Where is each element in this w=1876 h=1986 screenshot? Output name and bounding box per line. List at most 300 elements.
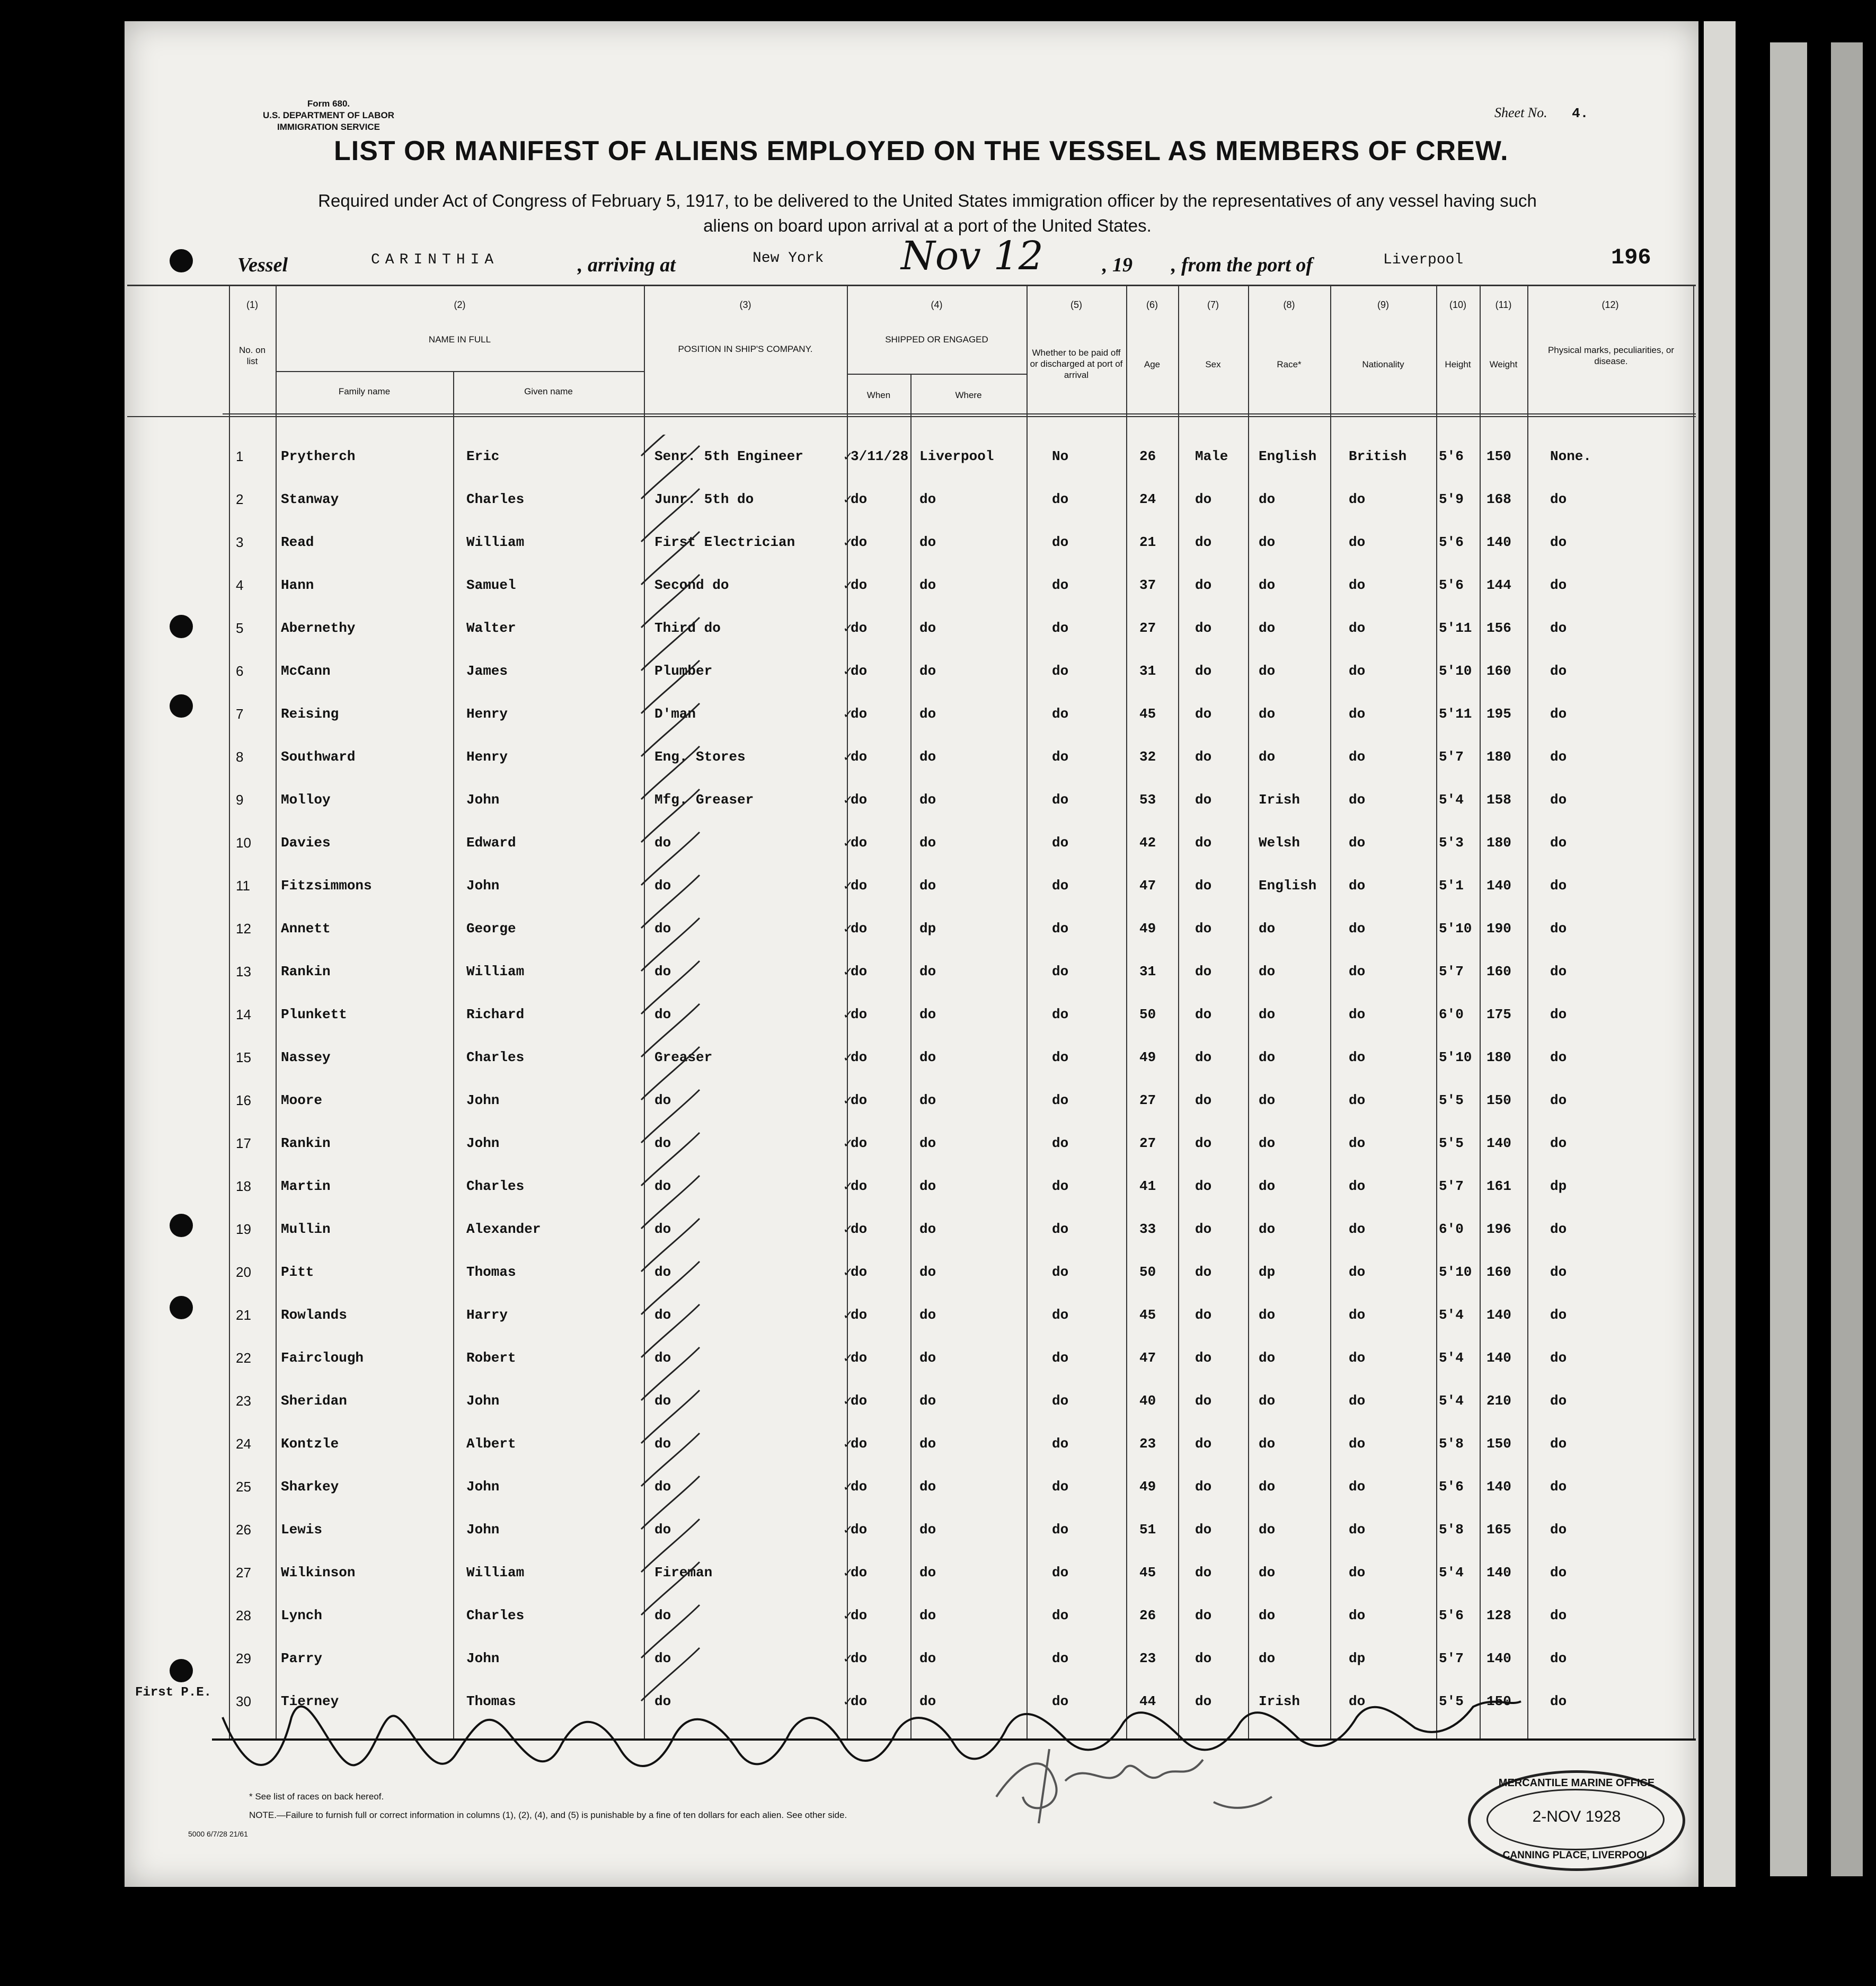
shipped-where-cell: do bbox=[919, 1135, 936, 1151]
pencil-tick-mark bbox=[641, 875, 700, 928]
nationality-cell: do bbox=[1349, 1479, 1366, 1495]
weight-cell: 140 bbox=[1486, 1565, 1511, 1581]
physical-marks-cell: do bbox=[1550, 749, 1567, 765]
position-cell: Plumber bbox=[654, 663, 713, 679]
table-row bbox=[0, 1079, 1876, 1121]
paid-off-cell: do bbox=[1052, 1264, 1069, 1280]
check-mark-icon: ✓ bbox=[844, 707, 852, 722]
position-cell: First Electrician bbox=[654, 534, 795, 550]
paid-off-cell: do bbox=[1052, 663, 1069, 679]
row-number-cell: 15 bbox=[236, 1049, 251, 1065]
age-cell: 31 bbox=[1139, 964, 1156, 979]
age-cell: 26 bbox=[1139, 448, 1156, 464]
shipped-where-cell: do bbox=[919, 1264, 936, 1280]
height-cell: 5'4 bbox=[1439, 1307, 1464, 1323]
pencil-tick-mark bbox=[641, 961, 700, 1014]
shipped-when-cell: do bbox=[851, 964, 868, 979]
race-cell: do bbox=[1259, 1135, 1276, 1151]
sex-cell: do bbox=[1195, 1565, 1212, 1581]
shipped-when-cell: do bbox=[851, 1350, 868, 1366]
col1-number: (1) bbox=[246, 299, 258, 310]
shipped-where-cell: do bbox=[919, 964, 936, 979]
nationality-cell: do bbox=[1349, 1608, 1366, 1623]
paid-off-cell: do bbox=[1052, 749, 1069, 765]
position-cell: Junr. 5th do bbox=[654, 491, 754, 507]
weight-cell: 156 bbox=[1486, 620, 1511, 636]
family-name-cell: Nassey bbox=[281, 1049, 331, 1065]
height-cell: 5'10 bbox=[1439, 1264, 1472, 1280]
given-name-cell: George bbox=[466, 921, 516, 937]
check-mark-icon: ✓ bbox=[844, 1436, 852, 1452]
margin-note: First P.E. bbox=[135, 1685, 212, 1700]
nationality-cell: do bbox=[1349, 1693, 1366, 1709]
from-port: Liverpool bbox=[1383, 252, 1464, 268]
age-cell: 44 bbox=[1139, 1693, 1156, 1709]
shipped-where-cell: do bbox=[919, 1221, 936, 1237]
physical-marks-cell: do bbox=[1550, 577, 1567, 593]
table-row bbox=[0, 778, 1876, 820]
row-number-cell: 11 bbox=[236, 878, 250, 894]
sex-cell: do bbox=[1195, 577, 1212, 593]
shipped-when-cell: do bbox=[851, 1307, 868, 1323]
check-mark-icon: ✓ bbox=[844, 578, 852, 594]
table-row bbox=[0, 821, 1876, 863]
pencil-tick-mark bbox=[641, 1476, 700, 1529]
table-row bbox=[0, 649, 1876, 692]
check-mark-icon: ✓ bbox=[844, 1608, 852, 1624]
physical-marks-cell: do bbox=[1550, 706, 1567, 722]
shipped-when-cell: do bbox=[851, 835, 868, 851]
given-name-cell: Charles bbox=[466, 491, 525, 507]
row-number-cell: 3 bbox=[236, 534, 244, 550]
weight-cell: 210 bbox=[1486, 1393, 1511, 1409]
check-mark-icon: ✓ bbox=[844, 1393, 852, 1409]
paid-off-cell: do bbox=[1052, 1092, 1069, 1108]
col2-heading: NAME IN FULL bbox=[428, 334, 491, 345]
shipped-when-cell: do bbox=[851, 1522, 868, 1538]
race-cell: Welsh bbox=[1259, 835, 1300, 851]
shipped-when-cell: do bbox=[851, 491, 868, 507]
physical-marks-cell: do bbox=[1550, 1565, 1567, 1581]
height-cell: 5'4 bbox=[1439, 1393, 1464, 1409]
paid-off-cell: do bbox=[1052, 1608, 1069, 1623]
height-cell: 5'7 bbox=[1439, 749, 1464, 765]
arrival-date-handwritten: Nov 12 bbox=[901, 233, 1043, 279]
position-cell: do bbox=[654, 878, 671, 894]
nationality-cell: do bbox=[1349, 620, 1366, 636]
given-name-cell: Eric bbox=[466, 448, 500, 464]
height-cell: 5'10 bbox=[1439, 663, 1472, 679]
pencil-tick-mark bbox=[641, 789, 700, 842]
table-row bbox=[0, 735, 1876, 778]
row-number-cell: 21 bbox=[236, 1307, 251, 1323]
weight-cell: 140 bbox=[1486, 1350, 1511, 1366]
mercantile-marine-office-stamp bbox=[1468, 1770, 1685, 1871]
row-number-cell: 27 bbox=[236, 1565, 251, 1581]
position-cell: do bbox=[654, 1092, 671, 1108]
weight-cell: 160 bbox=[1486, 1264, 1511, 1280]
shipped-when-cell: do bbox=[851, 878, 868, 894]
given-name-cell: Harry bbox=[466, 1307, 508, 1323]
shipped-when-cell: do bbox=[851, 1007, 868, 1022]
age-cell: 45 bbox=[1139, 1307, 1156, 1323]
table-row bbox=[0, 1422, 1876, 1464]
weight-cell: 150 bbox=[1486, 448, 1511, 464]
given-name-cell: James bbox=[466, 663, 508, 679]
physical-marks-cell: do bbox=[1550, 878, 1567, 894]
sex-cell: do bbox=[1195, 706, 1212, 722]
pencil-tick-mark bbox=[641, 446, 700, 499]
shipped-where-cell: do bbox=[919, 620, 936, 636]
col12-heading: Physical marks, peculiarities, or disease. bbox=[1547, 345, 1675, 366]
age-cell: 32 bbox=[1139, 749, 1156, 765]
pencil-tick-mark bbox=[641, 1219, 700, 1272]
height-cell: 5'7 bbox=[1439, 1178, 1464, 1194]
nationality-cell: do bbox=[1349, 964, 1366, 979]
paid-off-cell: do bbox=[1052, 534, 1069, 550]
nationality-cell: do bbox=[1349, 577, 1366, 593]
given-name-cell: Robert bbox=[466, 1350, 516, 1366]
pencil-tick-mark bbox=[641, 532, 700, 585]
family-name-cell: Read bbox=[281, 534, 314, 550]
weight-cell: 190 bbox=[1486, 921, 1511, 937]
nationality-cell: do bbox=[1349, 1436, 1366, 1452]
physical-marks-cell: do bbox=[1550, 1608, 1567, 1623]
shipped-where-cell: Liverpool bbox=[919, 448, 994, 464]
given-name-cell: John bbox=[466, 1135, 500, 1151]
family-name-cell: Abernethy bbox=[281, 620, 356, 636]
pencil-tick-mark bbox=[641, 918, 700, 971]
position-cell: Fireman bbox=[654, 1565, 713, 1581]
height-cell: 5'4 bbox=[1439, 1565, 1464, 1581]
paid-off-cell: do bbox=[1052, 1135, 1069, 1151]
nationality-cell: do bbox=[1349, 706, 1366, 722]
paid-off-cell: do bbox=[1052, 878, 1069, 894]
age-cell: 23 bbox=[1139, 1436, 1156, 1452]
physical-marks-cell: do bbox=[1550, 663, 1567, 679]
table-row bbox=[0, 563, 1876, 606]
col6-heading: Age bbox=[1144, 359, 1161, 369]
height-cell: 5'10 bbox=[1439, 1049, 1472, 1065]
weight-cell: 160 bbox=[1486, 964, 1511, 979]
height-cell: 6'0 bbox=[1439, 1221, 1464, 1237]
paid-off-cell: do bbox=[1052, 921, 1069, 937]
shipped-where-cell: do bbox=[919, 792, 936, 808]
shipped-where-cell: do bbox=[919, 1178, 936, 1194]
table-row bbox=[0, 907, 1876, 949]
binding-hole bbox=[170, 249, 193, 272]
sex-cell: do bbox=[1195, 792, 1212, 808]
sex-cell: do bbox=[1195, 1393, 1212, 1409]
col4a-heading: When bbox=[866, 390, 891, 400]
col3-number: (3) bbox=[739, 299, 751, 310]
subtitle-line-1: Required under Act of Congress of February 5, 1917, to be delivered to the United States immigration officer by the representatives of any vessel having such bbox=[318, 191, 1537, 210]
shipped-where-cell: do bbox=[919, 1007, 936, 1022]
race-cell: do bbox=[1259, 577, 1276, 593]
family-name-cell: Southward bbox=[281, 749, 356, 765]
weight-cell: 140 bbox=[1486, 1307, 1511, 1323]
physical-marks-cell: do bbox=[1550, 1007, 1567, 1022]
row-number-cell: 6 bbox=[236, 663, 244, 679]
col4b-heading: Where bbox=[955, 390, 982, 400]
position-cell: do bbox=[654, 1650, 671, 1666]
pencil-tick-mark bbox=[641, 1004, 700, 1057]
row-number-cell: 26 bbox=[236, 1522, 251, 1538]
weight-cell: 165 bbox=[1486, 1522, 1511, 1538]
family-name-cell: Lewis bbox=[281, 1522, 323, 1538]
paid-off-cell: do bbox=[1052, 1007, 1069, 1022]
vessel-label: Vessel bbox=[237, 254, 288, 276]
arriving-label: , arriving at bbox=[578, 254, 676, 276]
race-cell: Irish bbox=[1259, 792, 1300, 808]
shipped-when-cell: do bbox=[851, 1178, 868, 1194]
weight-cell: 150 bbox=[1486, 1693, 1511, 1709]
sex-cell: do bbox=[1195, 1307, 1212, 1323]
table-row bbox=[0, 520, 1876, 563]
table-row bbox=[0, 1594, 1876, 1636]
sex-cell: do bbox=[1195, 1135, 1212, 1151]
family-name-cell: Martin bbox=[281, 1178, 331, 1194]
check-mark-icon: ✓ bbox=[844, 1050, 852, 1066]
race-cell: do bbox=[1259, 1608, 1276, 1623]
shipped-when-cell: do bbox=[851, 1221, 868, 1237]
paid-off-cell: No bbox=[1052, 448, 1069, 464]
weight-cell: 180 bbox=[1486, 1049, 1511, 1065]
shipped-where-cell: do bbox=[919, 1307, 936, 1323]
check-mark-icon: ✓ bbox=[844, 535, 852, 551]
nationality-cell: do bbox=[1349, 749, 1366, 765]
weight-cell: 180 bbox=[1486, 749, 1511, 765]
row-number-cell: 9 bbox=[236, 792, 244, 808]
age-cell: 21 bbox=[1139, 534, 1156, 550]
check-mark-icon: ✓ bbox=[844, 749, 852, 765]
family-name-cell: McCann bbox=[281, 663, 331, 679]
height-cell: 5'5 bbox=[1439, 1092, 1464, 1108]
shipped-where-cell: do bbox=[919, 491, 936, 507]
nationality-cell: do bbox=[1349, 1307, 1366, 1323]
nationality-cell: do bbox=[1349, 921, 1366, 937]
paid-off-cell: do bbox=[1052, 835, 1069, 851]
physical-marks-cell: do bbox=[1550, 534, 1567, 550]
check-mark-icon: ✓ bbox=[844, 1265, 852, 1281]
race-cell: do bbox=[1259, 1049, 1276, 1065]
shipped-when-cell: do bbox=[851, 706, 868, 722]
weight-cell: 140 bbox=[1486, 1135, 1511, 1151]
row-number-cell: 28 bbox=[236, 1608, 251, 1623]
height-cell: 5'11 bbox=[1439, 620, 1472, 636]
position-cell: do bbox=[654, 1264, 671, 1280]
row-number-cell: 1 bbox=[236, 448, 244, 464]
age-cell: 50 bbox=[1139, 1264, 1156, 1280]
sex-cell: do bbox=[1195, 663, 1212, 679]
weight-cell: 180 bbox=[1486, 835, 1511, 851]
height-cell: 5'3 bbox=[1439, 835, 1464, 851]
shipped-when-cell: do bbox=[851, 1650, 868, 1666]
weight-cell: 150 bbox=[1486, 1092, 1511, 1108]
col7-heading: Sex bbox=[1205, 359, 1221, 369]
age-cell: 49 bbox=[1139, 1479, 1156, 1495]
position-cell: do bbox=[654, 1393, 671, 1409]
shipped-when-cell: do bbox=[851, 663, 868, 679]
table-row bbox=[0, 1293, 1876, 1336]
given-name-cell: Alexander bbox=[466, 1221, 541, 1237]
height-cell: 5'8 bbox=[1439, 1436, 1464, 1452]
family-name-cell: Rankin bbox=[281, 964, 331, 979]
physical-marks-cell: do bbox=[1550, 1049, 1567, 1065]
sex-cell: do bbox=[1195, 749, 1212, 765]
sex-cell: do bbox=[1195, 1522, 1212, 1538]
check-mark-icon: ✓ bbox=[844, 1351, 852, 1366]
race-cell: English bbox=[1259, 448, 1317, 464]
position-cell: do bbox=[654, 1436, 671, 1452]
paid-off-cell: do bbox=[1052, 1307, 1069, 1323]
family-name-cell: Wilkinson bbox=[281, 1565, 356, 1581]
pencil-tick-mark bbox=[641, 703, 700, 756]
col11-number: (11) bbox=[1495, 299, 1512, 310]
col5-number: (5) bbox=[1070, 299, 1082, 310]
position-cell: do bbox=[654, 1135, 671, 1151]
row-number-cell: 5 bbox=[236, 620, 244, 636]
sex-cell: do bbox=[1195, 620, 1212, 636]
nationality-cell: do bbox=[1349, 1264, 1366, 1280]
page-title: LIST OR MANIFEST OF ALIENS EMPLOYED ON THE VESSEL AS MEMBERS OF CREW. bbox=[334, 136, 1509, 166]
physical-marks-cell: do bbox=[1550, 835, 1567, 851]
list-number: 196 bbox=[1611, 245, 1651, 270]
given-name-cell: Henry bbox=[466, 749, 508, 765]
race-cell: do bbox=[1259, 749, 1276, 765]
check-mark-icon: ✓ bbox=[844, 664, 852, 679]
weight-cell: 140 bbox=[1486, 1479, 1511, 1495]
paid-off-cell: do bbox=[1052, 1522, 1069, 1538]
check-mark-icon: ✓ bbox=[844, 835, 852, 851]
race-cell: Irish bbox=[1259, 1693, 1300, 1709]
given-name-cell: John bbox=[466, 1479, 500, 1495]
nationality-cell: do bbox=[1349, 1135, 1366, 1151]
family-name-cell: Rowlands bbox=[281, 1307, 347, 1323]
position-cell: do bbox=[654, 921, 671, 937]
given-name-cell: Walter bbox=[466, 620, 516, 636]
check-mark-icon: ✓ bbox=[844, 1222, 852, 1238]
arriving-port: New York bbox=[753, 250, 824, 267]
family-name-cell: Moore bbox=[281, 1092, 323, 1108]
physical-marks-cell: do bbox=[1550, 491, 1567, 507]
col9-number: (9) bbox=[1377, 299, 1389, 310]
row-number-cell: 19 bbox=[236, 1221, 251, 1237]
nationality-cell: do bbox=[1349, 835, 1366, 851]
sex-cell: do bbox=[1195, 491, 1212, 507]
pencil-tick-mark bbox=[641, 660, 700, 713]
pencil-tick-mark bbox=[641, 1519, 700, 1572]
nationality-cell: do bbox=[1349, 663, 1366, 679]
officer-signature bbox=[986, 1717, 1282, 1834]
weight-cell: 128 bbox=[1486, 1608, 1511, 1623]
family-name-cell: Mullin bbox=[281, 1221, 331, 1237]
sex-cell: do bbox=[1195, 964, 1212, 979]
sex-cell: do bbox=[1195, 1049, 1212, 1065]
weight-cell: 140 bbox=[1486, 534, 1511, 550]
col3-heading: POSITION IN SHIP'S COMPANY. bbox=[678, 344, 813, 354]
pencil-tick-mark bbox=[641, 435, 700, 456]
height-cell: 5'6 bbox=[1439, 1479, 1464, 1495]
pencil-tick-mark bbox=[641, 1261, 700, 1314]
check-mark-icon: ✓ bbox=[844, 792, 852, 808]
physical-marks-cell: do bbox=[1550, 1479, 1567, 1495]
header-bottom-rule bbox=[223, 413, 1696, 414]
physical-marks-cell: do bbox=[1550, 1350, 1567, 1366]
weight-cell: 195 bbox=[1486, 706, 1511, 722]
family-name-cell: Reising bbox=[281, 706, 339, 722]
nationality-cell: do bbox=[1349, 1092, 1366, 1108]
pencil-tick-mark bbox=[641, 1090, 700, 1143]
height-cell: 5'6 bbox=[1439, 534, 1464, 550]
age-cell: 53 bbox=[1139, 792, 1156, 808]
shipped-where-cell: do bbox=[919, 1049, 936, 1065]
position-cell: Eng. Stores bbox=[654, 749, 746, 765]
shipped-when-cell: do bbox=[851, 577, 868, 593]
pencil-tick-mark bbox=[641, 575, 700, 628]
pencil-tick-mark bbox=[641, 1304, 700, 1357]
row-number-cell: 12 bbox=[236, 921, 251, 937]
position-cell: Second do bbox=[654, 577, 729, 593]
paid-off-cell: do bbox=[1052, 577, 1069, 593]
table-row bbox=[0, 1637, 1876, 1679]
row-number-cell: 22 bbox=[236, 1350, 251, 1366]
age-cell: 23 bbox=[1139, 1650, 1156, 1666]
vessel-name: CARINTHIA bbox=[371, 252, 499, 268]
physical-marks-cell: do bbox=[1550, 1092, 1567, 1108]
physical-marks-cell: do bbox=[1550, 1693, 1567, 1709]
shipped-when-cell: do bbox=[851, 1135, 868, 1151]
sex-cell: Male bbox=[1195, 448, 1228, 464]
race-cell: do bbox=[1259, 1178, 1276, 1194]
page-subtitle bbox=[212, 188, 1643, 238]
sex-cell: do bbox=[1195, 1350, 1212, 1366]
given-name-cell: Samuel bbox=[466, 577, 516, 593]
col4-number: (4) bbox=[931, 299, 943, 310]
sex-cell: do bbox=[1195, 1178, 1212, 1194]
table-row bbox=[0, 950, 1876, 992]
age-cell: 24 bbox=[1139, 491, 1156, 507]
family-name-cell: Rankin bbox=[281, 1135, 331, 1151]
physical-marks-cell: do bbox=[1550, 1221, 1567, 1237]
row-number-cell: 14 bbox=[236, 1007, 251, 1022]
position-cell: Greaser bbox=[654, 1049, 713, 1065]
paid-off-cell: do bbox=[1052, 1221, 1069, 1237]
row-number-cell: 17 bbox=[236, 1135, 251, 1151]
table-row bbox=[0, 1508, 1876, 1550]
from-port-label: , from the port of bbox=[1171, 254, 1313, 276]
height-cell: 5'8 bbox=[1439, 1522, 1464, 1538]
race-cell: do bbox=[1259, 620, 1276, 636]
penalty-note: NOTE.—Failure to furnish full or correct information in columns (1), (2), (4), and (5) is punishable by a fine of ten dollars for each alien. See other side. bbox=[249, 1810, 847, 1820]
sex-cell: do bbox=[1195, 1436, 1212, 1452]
check-mark-icon: ✓ bbox=[844, 1007, 852, 1023]
table-row bbox=[0, 478, 1876, 520]
pencil-tick-mark bbox=[641, 1133, 700, 1186]
physical-marks-cell: do bbox=[1550, 921, 1567, 937]
row-number-cell: 25 bbox=[236, 1479, 251, 1495]
shipped-when-cell: do bbox=[851, 534, 868, 550]
race-cell: dp bbox=[1259, 1264, 1276, 1280]
shipped-when-cell: do bbox=[851, 921, 868, 937]
position-cell: do bbox=[654, 1307, 671, 1323]
family-name-cell: Davies bbox=[281, 835, 331, 851]
sex-cell: do bbox=[1195, 1479, 1212, 1495]
age-cell: 40 bbox=[1139, 1393, 1156, 1409]
family-name-cell: Pitt bbox=[281, 1264, 314, 1280]
header-bottom-rule bbox=[127, 416, 1696, 417]
shipped-where-cell: do bbox=[919, 1479, 936, 1495]
